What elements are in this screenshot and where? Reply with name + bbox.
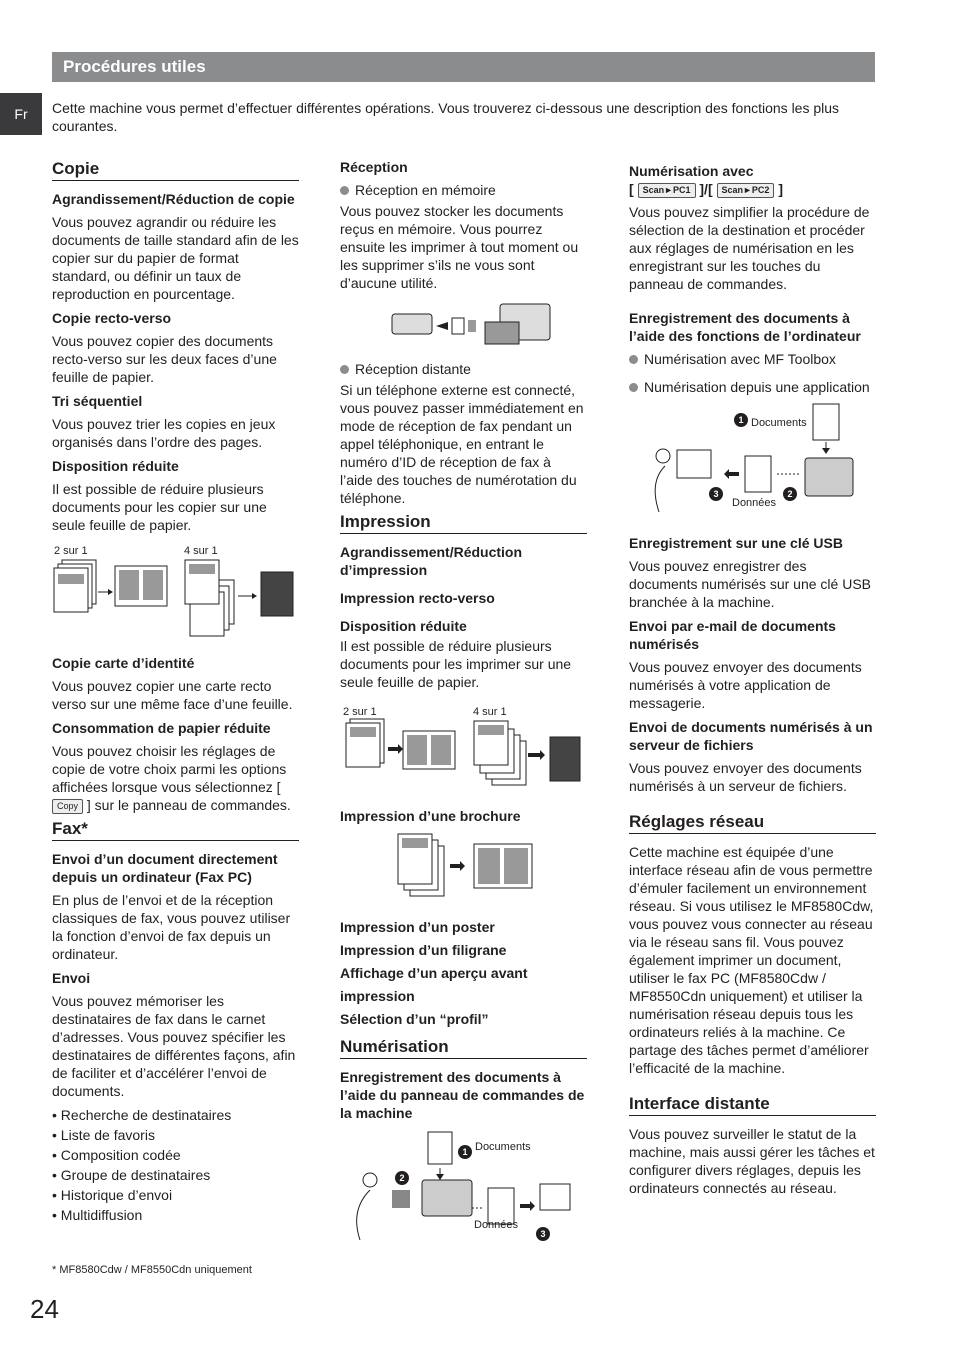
language-tab: Fr bbox=[0, 93, 42, 135]
print-feature-item: impression bbox=[340, 988, 415, 1004]
paragraph: Vous pouvez copier une carte recto verso sur une même face d’une feuille. bbox=[52, 678, 293, 712]
bullet-item bbox=[629, 378, 876, 396]
nup-diagram bbox=[52, 556, 299, 651]
paragraph: Vous pouvez enregistrer des documents numérisés sur une clé USB branchée à la machine. bbox=[629, 558, 871, 610]
list-item: • Composition codée bbox=[52, 1147, 181, 1163]
paragraph: Cette machine est équipée d’une interface réseau afin de vous permettre d’émuler facilement un environnement réseau. Si vous utilisez le MF8580Cdw, vous pouvez vous connecter au réseau via le réseau sans fil. Vous pouvez également imprimer un document, utiliser le fax PC (MF8580Cdw / MF8550Cdn uniquement) et utiliser la numérisation réseau depuis tous les ordinateurs reliés à la machine. Ce partage des tâches permet d’améliorer l’efficacité de la machine. bbox=[629, 844, 874, 1076]
column-right bbox=[629, 162, 876, 1203]
svg-text:1: 1 bbox=[738, 415, 744, 425]
subheading: Envoi d’un document directement depuis un ordinateur (Fax PC) bbox=[52, 851, 278, 885]
section-title: Procédures utiles bbox=[63, 57, 206, 76]
figure-nup-copy bbox=[52, 542, 299, 654]
figure-scan-panel bbox=[340, 1130, 587, 1246]
figure-nup-print bbox=[340, 703, 587, 807]
figure-label-donnees: Données bbox=[732, 497, 777, 509]
list-item-text: Historique d’envoi bbox=[60, 1187, 173, 1203]
bullet-dot-icon bbox=[340, 186, 349, 195]
subheading: Enregistrement sur une clé USB bbox=[629, 535, 843, 551]
figure-label-documents: Documents bbox=[751, 417, 807, 429]
scan-panel-diagram bbox=[340, 1130, 587, 1246]
print-feature-item: Impression d’un filigrane bbox=[340, 942, 507, 958]
subheading: Tri séquentiel bbox=[52, 393, 143, 409]
figure-label-documents: Documents bbox=[475, 1141, 531, 1153]
print-feature-item: Sélection d’un “profil” bbox=[340, 1011, 489, 1027]
column-left bbox=[52, 160, 299, 1226]
paragraph: Vous pouvez copier des documents recto-verso sur les deux faces d’une feuille de papier. bbox=[52, 333, 277, 385]
heading-numerisation: Numérisation bbox=[340, 1038, 587, 1059]
list-item-text: Groupe de destinataires bbox=[60, 1167, 211, 1183]
heading-fax: Fax* bbox=[52, 820, 299, 841]
subheading: Copie carte d’identité bbox=[52, 655, 195, 671]
list-item: • Multidiffusion bbox=[52, 1207, 143, 1223]
svg-text:1: 1 bbox=[462, 1147, 468, 1157]
brochure-figure bbox=[340, 830, 587, 912]
bullet-text: Numérisation avec MF Toolbox bbox=[644, 351, 836, 367]
list-item: • Recherche de destinataires bbox=[52, 1107, 232, 1123]
heading-reseau: Réglages réseau bbox=[629, 813, 876, 834]
paragraph: Il est possible de réduire plusieurs documents pour les imprimer sur une seule feuille de papier. bbox=[340, 638, 572, 690]
list-item-text: Liste de favoris bbox=[60, 1127, 155, 1143]
section-banner bbox=[52, 52, 875, 82]
memory-reception-figure bbox=[340, 298, 587, 356]
subheading: Enregistrement des documents à l’aide du panneau de commandes de la machine bbox=[340, 1069, 585, 1121]
subheading: Enregistrement des documents à l’aide des fonctions de l’ordinateur bbox=[629, 310, 861, 344]
paragraph: Vous pouvez stocker les documents reçus en mémoire. Vous pourrez ensuite les imprimer à tout moment ou les supprimer s’ils ne vous sont d’aucune utilité. bbox=[340, 203, 579, 291]
subheading: Numérisation avec bbox=[629, 163, 754, 179]
subheading: Impression d’une brochure bbox=[340, 808, 521, 824]
scan-keys-line: [ Scan►PC1 ]/[ Scan►PC2 ] bbox=[629, 181, 783, 197]
figure-label: 4 sur 1 bbox=[184, 545, 218, 557]
nup-diagram bbox=[340, 717, 587, 807]
list-item: • Historique d’envoi bbox=[52, 1187, 173, 1203]
scan-pc1-key-icon: Scan►PC1 bbox=[638, 183, 696, 198]
paragraph: Vous pouvez agrandir ou réduire les documents de taille standard afin de les copier sur du papier de format standard, ou définir un taux de reproduction en pourcentage. bbox=[52, 214, 299, 302]
subheading: Agrandissement/Réduction d’impression bbox=[340, 544, 523, 578]
bullet-text: Réception distante bbox=[355, 361, 471, 377]
bullet-text: Réception en mémoire bbox=[355, 182, 496, 198]
bullet-dot-icon bbox=[629, 355, 638, 364]
subheading: Consommation de papier réduite bbox=[52, 720, 271, 736]
svg-text:3: 3 bbox=[713, 489, 719, 499]
figure-label: 2 sur 1 bbox=[54, 545, 88, 557]
list-item-text: Multidiffusion bbox=[60, 1207, 143, 1223]
paragraph: Si un téléphone externe est connecté, vous pouvez passer immédiatement en mode de réception de fax pendant un appel téléphonique, en entrant le numéro d’ID de réception de fax à l’aide des touches de numérotation du téléphone. bbox=[340, 382, 584, 506]
paragraph: Vous pouvez simplifier la procédure de sélection de la destination et procéder aux réglages de numérisation en les enregistrant sur les touches du panneau de commandes. bbox=[629, 204, 870, 292]
subheading: Envoi de documents numérisés à un serveur de fichiers bbox=[629, 719, 873, 753]
list-item-text: Composition codée bbox=[60, 1147, 181, 1163]
subheading: Disposition réduite bbox=[340, 618, 467, 634]
bullet-item bbox=[340, 360, 587, 378]
figure-label-donnees: Données bbox=[474, 1219, 519, 1231]
subheading: Envoi bbox=[52, 970, 91, 986]
column-middle bbox=[340, 158, 587, 1246]
copy-key-icon: Copy bbox=[52, 799, 83, 814]
print-feature-item: Impression d’un poster bbox=[340, 919, 495, 935]
bullet-dot-icon bbox=[629, 383, 638, 392]
subheading: Envoi par e-mail de documents numérisés bbox=[629, 618, 836, 652]
footnote: * MF8580Cdw / MF8550Cdn uniquement bbox=[52, 1264, 252, 1276]
paragraph: Vous pouvez envoyer des documents numérisés à un serveur de fichiers. bbox=[629, 760, 862, 794]
subheading: Impression recto-verso bbox=[340, 590, 495, 606]
subheading: Agrandissement/Réduction de copie bbox=[52, 191, 295, 207]
scan-pc2-key-icon: Scan►PC2 bbox=[717, 183, 775, 198]
envoi-list bbox=[52, 1106, 299, 1224]
paragraph: Vous pouvez envoyer des documents numérisés à votre application de messagerie. bbox=[629, 659, 862, 711]
bullet-item bbox=[340, 181, 587, 199]
bullet-text: Numérisation depuis une application bbox=[644, 379, 870, 395]
print-feature-item: Affichage d’un aperçu avant bbox=[340, 965, 528, 981]
paragraph: Il est possible de réduire plusieurs documents pour les copier sur une seule feuille de papier. bbox=[52, 481, 267, 533]
heading-impression: Impression bbox=[340, 513, 587, 534]
paragraph: En plus de l’envoi et de la réception classiques de fax, vous pouvez utiliser la fonction d’envoi de fax depuis un ordinateur. bbox=[52, 892, 291, 962]
page-number: 24 bbox=[30, 1294, 59, 1324]
paragraph: Vous pouvez trier les copies en jeux organisés dans l’ordre des pages. bbox=[52, 416, 276, 450]
text-fragment: ] sur le panneau de commandes. bbox=[86, 797, 291, 813]
figure-scan-computer bbox=[629, 402, 876, 528]
heading-copie: Copie bbox=[52, 160, 299, 181]
paragraph: Vous pouvez mémoriser les destinataires de fax dans le carnet d’adresses. Vous pouvez spécifier les destinataires de différentes façons, afin de faciliter et d’accélérer l’envoi de documents. bbox=[52, 993, 296, 1099]
subheading: Copie recto-verso bbox=[52, 310, 172, 326]
subheading: Disposition réduite bbox=[52, 458, 179, 474]
paragraph-copy-key bbox=[52, 742, 299, 814]
figure-label: 2 sur 1 bbox=[343, 706, 377, 718]
subheading: Réception bbox=[340, 159, 408, 175]
list-item: • Liste de favoris bbox=[52, 1127, 155, 1143]
list-item-text: Recherche de destinataires bbox=[60, 1107, 232, 1123]
svg-text:3: 3 bbox=[540, 1229, 546, 1239]
svg-text:2: 2 bbox=[399, 1173, 405, 1183]
paragraph: Vous pouvez surveiller le statut de la machine, mais aussi gérer les tâches et configurer divers réglages, depuis les ordinateurs connectés au réseau. bbox=[629, 1126, 875, 1196]
text-fragment: Vous pouvez choisir les réglages de copie de votre choix parmi les options affichées lorsque vous sélectionnez [ bbox=[52, 743, 287, 795]
bullet-dot-icon bbox=[340, 365, 349, 374]
figure-label: 4 sur 1 bbox=[473, 706, 507, 718]
list-item: • Groupe de destinataires bbox=[52, 1167, 211, 1183]
intro-text: Cette machine vous permet d’effectuer différentes opérations. Vous trouverez ci-dessous une description des fonctions les plus courantes. bbox=[52, 100, 840, 134]
heading-interface-distante: Interface distante bbox=[629, 1095, 876, 1116]
svg-text:2: 2 bbox=[787, 489, 793, 499]
bullet-item bbox=[629, 350, 876, 368]
